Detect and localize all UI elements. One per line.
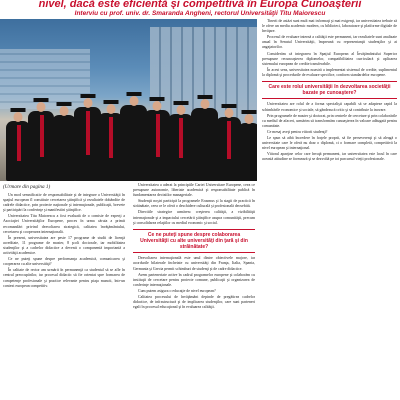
graduate-figure (74, 107, 101, 181)
graduate-figure (191, 108, 218, 181)
article-paragraph: Tinerii de astăzi sunt mult mai informaţi şi mai exigenţi, iar universitatea trebuie să le ofere un mediu academic modern, cu biblioteci, laboratoare şi platforme digitale de învăţare. (262, 19, 397, 34)
article-paragraph: Calitatea procesului de învăţământ depinde de pregătirea cadrelor didactice, de infrastructură şi de implicarea studenţilor, care sunt parteneri egali în procesul educaţional şi în evaluarea calităţii. (133, 295, 255, 310)
article-paragraph: Universitatea a aderat la principiile Cartei Universitare Europene, ceea ce presupune autonomie, libertate academică şi responsabilitate publică în fundamentarea deciziilor manageriale. (133, 183, 255, 198)
photo-caption: (Urmare din pagina 1) (3, 184, 51, 190)
graduate-figure (52, 115, 76, 181)
article-paragraph: În prezent, universitatea are peste 17 programe de studii de licenţă acreditate, 11 programe de master, 8 şcoli doctorale, iar mobilitatea studenţilor şi a cadrelor didactice a devenit o componentă importantă a activităţii academice. (3, 235, 125, 256)
article-column-3 (262, 19, 397, 400)
pull-quote: Ce ne puteţi spune despre colaborarea Universităţii cu alte universităţi din ţară şi din străinătate? (133, 229, 255, 254)
article-paragraph: Universitatea are rolul de a forma specialişti capabili să se adapteze rapid la schimbările economice şi sociale, să gândească critic şi să contribuie la inovare. (262, 102, 397, 112)
article-paragraph: Directiile strategice urmăresc creşterea calităţii, a vizibilităţii internaţionale şi a impactului cercetării ştiinţifice asupra comunităţii, precum şi consolidarea relaţiilor cu mediul economic şi social. (133, 210, 255, 225)
article-paragraph: Dezvoltarea internaţională este unul dintre obiectivele majore, iar acordurile bilaterale încheiate cu universităţi din Franţa, Italia, Spania, Germania şi Grecia permit schimburi de studenţi şi de cadre didactice. (133, 256, 255, 271)
article-paragraph: Studenţii noştri participă la programele Erasmus şi la stagii de practică în străinătate, ceea ce le oferă o deschidere culturală şi profesională deosebită. (133, 199, 255, 209)
article-paragraph: Ce ne puteţi spune despre performanţa academică, comunicarea şi cooperarea cu alte universităţi? (3, 257, 125, 267)
article-paragraph: Procesul de evaluare internă a calităţii este permanent, iar rezultatele sunt analizate anual în Senatul Universităţii, împreună cu reprezentanţii studenţilor şi ai angajatorilor. (262, 35, 397, 50)
article-paragraph: Viitorul aparţine celor care învaţă permanent, iar universitatea este locul în care această atitudine se formează şi se dezvoltă pe tot parcursul vieţii profesionale. (262, 152, 397, 162)
graduate-figure (238, 123, 257, 181)
article-paragraph: Prin programele de master şi doctorat, prin centrele de cercetare şi prin colaborările cu mediul de afaceri, urmărim să transformăm cunoaşterea în valoare adăugată pentru comunitate. (262, 113, 397, 128)
article-paragraph: În acest sens, universitatea noastră a implementat sistemul de credite, suplimentul la diplomă şi procedurile de evaluare specifice, conform standardelor europene. (262, 67, 397, 77)
article-paragraph: Ce mesaj aveţi pentru viitorii studenţi? (267, 129, 328, 134)
graduate-figure (144, 110, 170, 181)
article-paragraph: Avem parteneriate active în cadrul programelor europene şi colaborăm cu instituţii de cercetare pentru proiecte comune, publicaţii şi organizarea de conferinţe internaţionale. (133, 272, 255, 287)
article-column-2 (133, 183, 255, 400)
graduation-photo (0, 19, 257, 181)
graduate-figure (168, 114, 193, 181)
article-paragraph: Un mod semnificativ de responsabilitate şi de integrare a Universităţii în spaţiul european îl constituie cercetarea ştiinţifică şi rezultatele dobândite de cadrele didactice, prin proiecte naţionale şi internaţionale, publicaţii, brevete şi participări la conferinţe şi manifestări ştiinţifice. (3, 193, 125, 213)
article-paragraph: În calitate de rector am urmărit în permanenţă ca studentul să se afle în centrul preocupărilor, iar procesul didactic să fie orientat spre formarea de competenţe profesionale şi practice relevante pentru piaţa muncii, într-un context european competitiv. (3, 268, 125, 288)
pull-quote: Care este rolul universităţii în dezvoltarea societăţii bazate pe cunoaştere? (262, 81, 397, 99)
graduate-figure (6, 121, 30, 181)
article-headline: nivel, dacă este eficientă şi competitivă în Europa Cunoaşterii (38, 0, 362, 9)
graduate-figure (120, 105, 147, 181)
article-subhead: Interviu cu prof. univ. dr. Smaranda Angheni, rectorul Universităţii Titu Maiorescu (74, 10, 326, 17)
graduate-figure (28, 111, 54, 181)
article-paragraph: Universitatea Titu Maiorescu a fost evaluată de o comisie de experţi a Asociaţiei Universităţilor Europene, proces în urma căruia a primit recomandări privind dezvoltarea strategică, calitatea învăţământului, cercetarea şi cooperarea internaţională. (3, 214, 125, 234)
article-column-1 (3, 193, 125, 400)
article-paragraph: Le spun să aibă încredere în forţele proprii, să fie perseverenţi şi să aleagă o universitate care le oferă nu doar o diplomă, ci o formare completă, competitivă la nivel european şi internaţional. (262, 136, 397, 151)
article-paragraph: Cum putem asigura o educaţie de nivel european? (138, 288, 216, 293)
article-paragraph: Considerăm că integrarea în Spaţiul European al Învăţământului Superior presupune recunoaşterea diplomelor, compatibilitatea curriculară şi aplicarea sistemului european de credite transferabile. (262, 51, 397, 66)
